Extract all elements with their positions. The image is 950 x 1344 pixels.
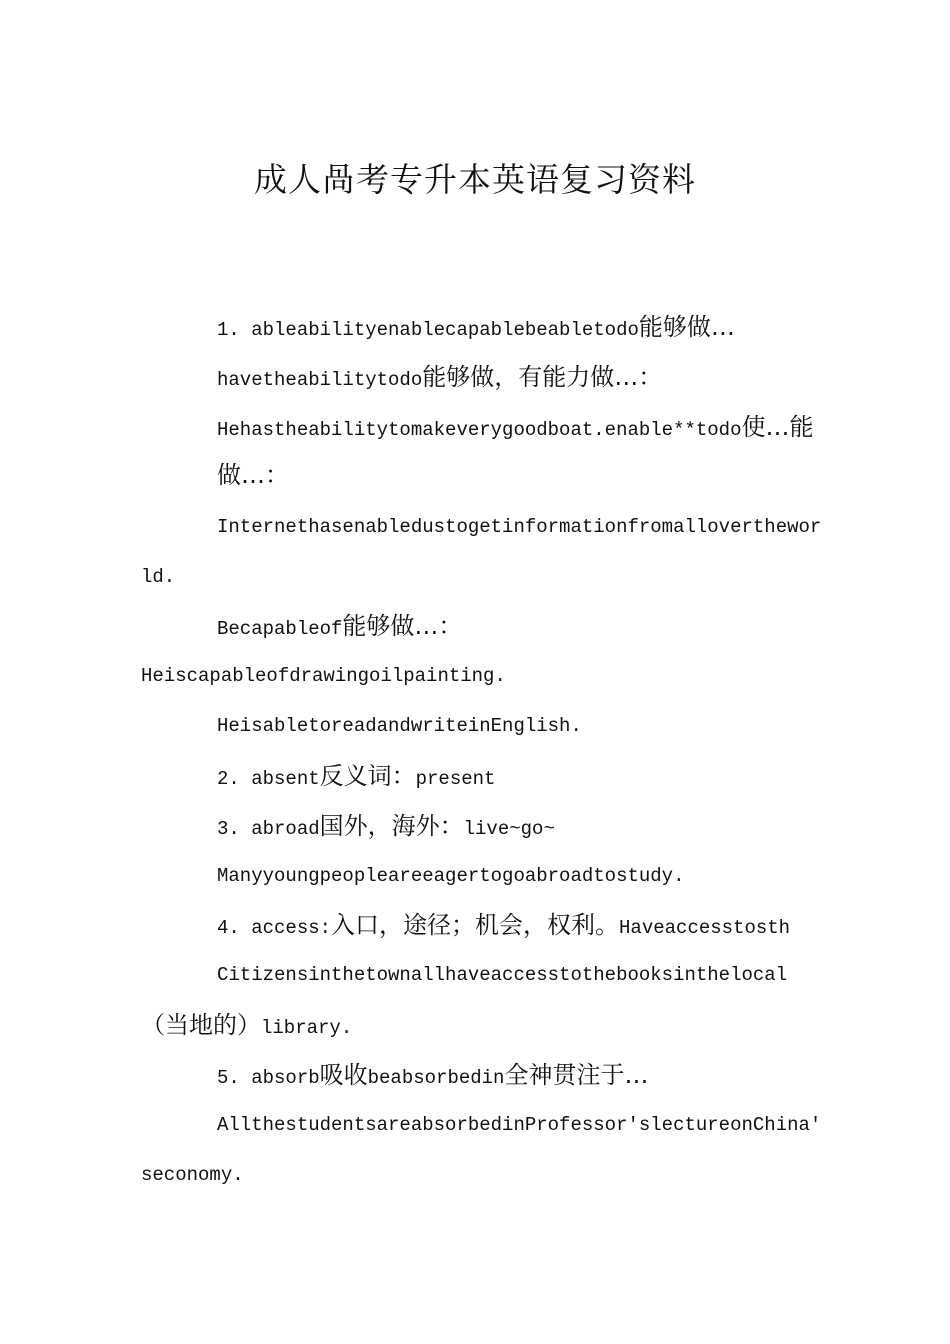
- line-5-en: Internethasenabledustogetinformationfromalloverthewor: [217, 516, 822, 538]
- text-line-12: [217, 851, 684, 901]
- text-line-11: [217, 801, 555, 851]
- line-13-en: 4. access:: [217, 917, 332, 939]
- text-line-10: [217, 751, 495, 801]
- text-line-5: [217, 502, 821, 552]
- text-line-7: [217, 601, 462, 651]
- line-3-en: Hehastheabilitytomakeverygoodboat.enable**todo: [217, 419, 742, 441]
- line-14-en: Citizensinthetownallhaveaccesstothebooksinthelocal: [217, 964, 788, 986]
- text-line-16: [217, 1050, 648, 1100]
- line-2-en: havetheabilitytodo: [217, 369, 423, 391]
- line-8-en: Heiscapableofdrawingoilpainting.: [141, 665, 506, 687]
- line-16-zh-b: 全神贯注于…: [504, 1061, 649, 1089]
- line-6-en: ld.: [141, 566, 176, 588]
- text-line-4: [217, 450, 289, 500]
- text-line-2: [217, 352, 662, 402]
- line-16-en: 5. absorb: [217, 1067, 320, 1089]
- line-7-zh: 能够做…：: [342, 612, 463, 640]
- line-9-en: HeisabletoreadandwriteinEnglish.: [217, 715, 582, 737]
- text-line-18: [141, 1150, 244, 1200]
- line-3-zh: 使…能: [741, 413, 814, 441]
- line-11-en-b: live~go~: [463, 818, 555, 840]
- text-line-15: [141, 1000, 352, 1050]
- line-13-en-b: Haveaccesstosth: [619, 917, 791, 939]
- text-line-9: [217, 701, 582, 751]
- line-17-en: AllthestudentsareabsorbedinProfessor'slectureonChina': [217, 1114, 822, 1136]
- line-4-zh: 做…：: [217, 461, 289, 489]
- line-16-zh: 吸收: [319, 1061, 368, 1089]
- text-line-14: [217, 950, 787, 1000]
- text-line-3: [217, 402, 814, 452]
- line-10-zh: 反义词：: [319, 762, 416, 790]
- line-10-en: 2. absent: [217, 768, 320, 790]
- page-title: 成人咼考专升本英语复习资料: [254, 160, 696, 199]
- line-11-en: 3. abroad: [217, 818, 320, 840]
- line-7-en: Becapableof: [217, 618, 343, 640]
- text-line-17: [217, 1100, 821, 1150]
- text-line-8: [141, 651, 506, 701]
- line-2-zh: 能够做，有能力做…：: [422, 363, 663, 391]
- line-13-zh: 入口，途径；机会，权利。: [331, 911, 620, 939]
- line-1-en: 1. ableabilityenablecapablebeabletodo: [217, 319, 639, 341]
- text-line-13: [217, 900, 790, 950]
- text-line-1: [217, 302, 735, 352]
- line-16-en-b: beabsorbedin: [367, 1067, 505, 1089]
- line-1-zh: 能够做…: [638, 313, 735, 341]
- line-18-en: seconomy.: [141, 1164, 244, 1186]
- line-12-en: Manyyoungpeopleareeagertogoabroadtostudy.: [217, 865, 685, 887]
- text-line-6: [141, 552, 175, 602]
- line-15-en: library.: [261, 1017, 353, 1039]
- line-10-en-b: present: [415, 768, 496, 790]
- line-11-zh: 国外，海外：: [319, 812, 464, 840]
- line-15-zh: （当地的）: [141, 1011, 261, 1039]
